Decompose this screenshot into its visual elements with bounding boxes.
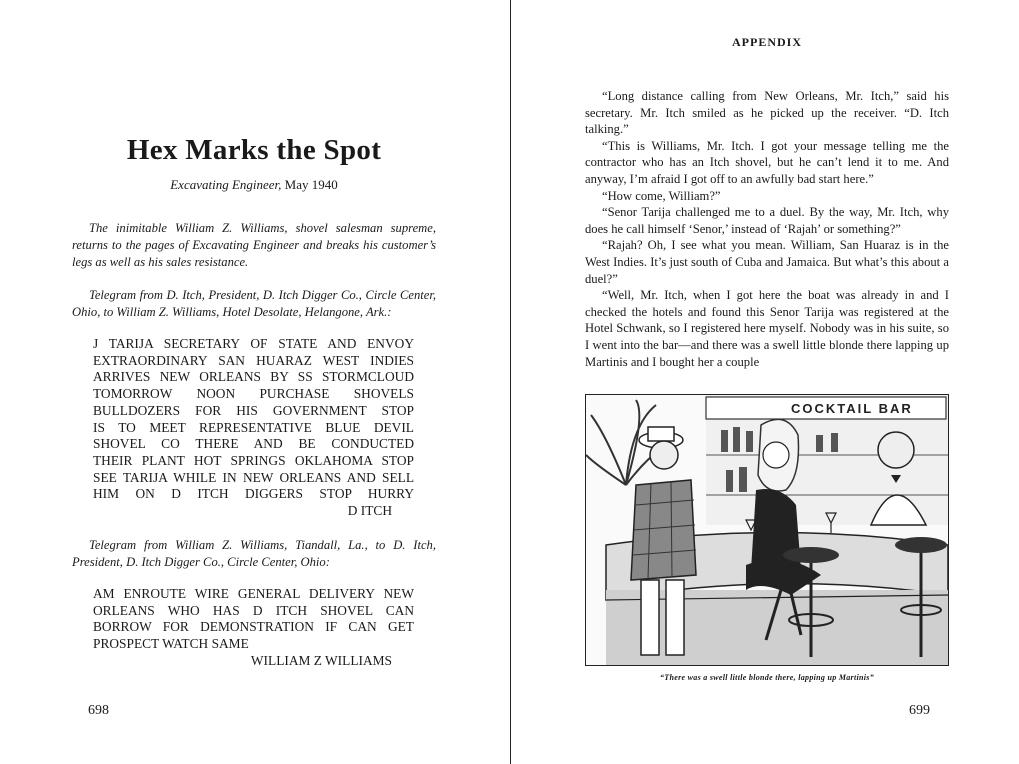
cartoon-drawing (586, 395, 948, 665)
telegram-line: SHOVEL CO THERE AND BE CONDUCTED (93, 436, 414, 452)
page-gutter (510, 0, 511, 764)
telegram-line: TOMORROW NOON PURCHASE SHOVELS (93, 386, 414, 402)
telegram-line: EXTRAORDINARY SAN HUARAZ WEST INDIES (93, 352, 414, 368)
source-date: May 1940 (281, 177, 338, 192)
telegram-line: BORROW FOR DEMONSTRATION IF CAN GET (93, 619, 414, 635)
telegram-line: HIM ON D ITCH DIGGERS STOP HURRY (93, 486, 414, 502)
paragraph: “Rajah? Oh, I see what you mean. William, San Huaraz is in the West Indies. It’s just south of Cuba and Jamaica. But what’s this about a duel?” (585, 238, 949, 286)
body-text (585, 88, 949, 370)
bar-sign-text: COCKTAIL BAR (791, 401, 913, 416)
telegram-line: ORLEANS WHO HAS D ITCH SHOVEL CAN (93, 602, 414, 618)
paragraph: “How come, William?” (602, 188, 721, 203)
telegram-1-signature: D ITCH (347, 503, 392, 519)
telegram-line: ARRIVES NEW ORLEANS BY SS STORMCLOUD (93, 369, 414, 385)
cartoon-caption: “There was a swell little blonde there, lapping up Martinis” (659, 673, 875, 682)
telegram-line: SEE TARIJA WHILE IN NEW ORLEANS AND SELL (93, 469, 414, 485)
page-number-right: 699 (909, 703, 930, 718)
telegram-1-body (93, 336, 414, 520)
chapter-title: Hex Marks the Spot (126, 134, 382, 166)
chapter-intro: The inimitable William Z. Williams, shovel salesman supreme, returns to the pages of Excavating Engineer and breaks his customer’s legs as well as his sales resistance. (72, 221, 436, 269)
running-head: APPENDIX (732, 35, 802, 49)
telegram-line: PROSPECT WATCH SAME (93, 636, 249, 652)
telegram-1-heading: Telegram from D. Itch, President, D. Itch Digger Co., Circle Center, Ohio, to William Z. Williams, Hotel Desolate, Helangone, Ark.: (72, 288, 436, 319)
source-publication: Excavating Engineer, (170, 177, 282, 192)
telegram-2-body (93, 586, 414, 670)
telegram-line: J TARIJA SECRETARY OF STATE AND ENVOY (93, 336, 414, 351)
paragraph: “Long distance calling from New Orleans, Mr. Itch,” said his secretary. Mr. Itch smiled as he picked up the receiver. “D. Itch talking.” (585, 89, 949, 137)
telegram-line: IS TO MEET REPRESENTATIVE BLUE DEVIL (93, 419, 414, 435)
telegram-2-signature: WILLIAM Z WILLIAMS (250, 652, 392, 668)
telegram-2-heading: Telegram from William Z. Williams, Tiandall, La., to D. Itch, President, D. Itch Digger Co., Circle Center, Ohio: (72, 538, 436, 569)
cartoon-illustration (585, 394, 949, 666)
paragraph: “Senor Tarija challenged me to a duel. By the way, Mr. Itch, why does he call himself ‘Senor,’ instead of ‘Rajah’ or something?” (585, 205, 949, 236)
paragraph: “This is Williams, Mr. Itch. I got your message telling me the contractor who has an Itch shovel, but he can’t lend it to me. And anyway, I’m afraid I got off to an awfully bad start here.” (585, 138, 949, 186)
paragraph: “Well, Mr. Itch, when I got here the boat was already in and I checked the hotels and found this Senor Tarija was registered at the Hotel Schwank, so I registered here myself. Nobody was in his suite, so I went into the bar—and there was a swell little blonde there lapping up Martinis and I bought her a couple (585, 288, 949, 369)
telegram-line: THEIR PLANT HOT SPRINGS OKLAHOMA STOP (93, 452, 414, 468)
telegram-line: BULLDOZERS FOR HIS GOVERNMENT STOP (93, 402, 414, 418)
right-page (512, 0, 1019, 764)
page-number-left: 698 (88, 703, 109, 718)
chapter-source (72, 177, 436, 193)
telegram-line: AM ENROUTE WIRE GENERAL DELIVERY NEW (93, 586, 414, 601)
